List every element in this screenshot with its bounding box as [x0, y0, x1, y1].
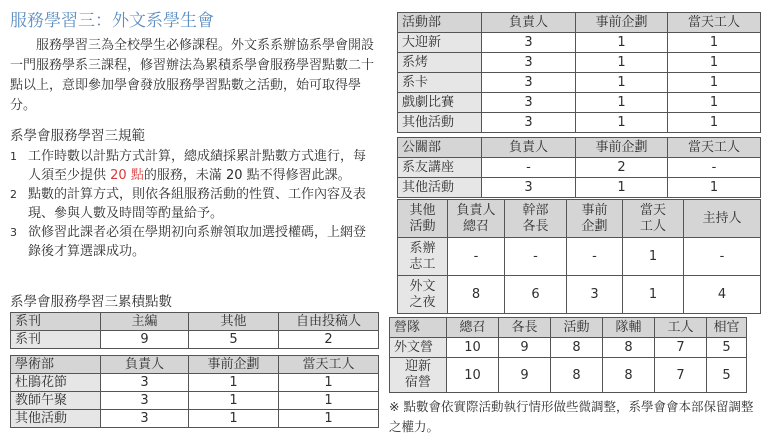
table-header-cell: 活動部: [398, 13, 482, 33]
rule-number: 2: [10, 188, 17, 201]
table-header-cell: 負責人: [482, 13, 576, 33]
table-row: [398, 113, 761, 133]
table-cell: 3: [482, 178, 576, 198]
table-cell: 系烤: [398, 53, 482, 73]
table-row: [398, 53, 761, 73]
table-header-cell: 隊輔: [603, 318, 655, 338]
table-cell: 1: [189, 392, 279, 410]
table-cell: 7: [655, 338, 707, 358]
table-cell: 1: [623, 276, 684, 314]
intro-text: 服務學習三為全校學生必修課程。外文系系辦協系學會開設一門服務學系三課程，修習辦法為累積系學會服務學習點數二十點以上，意即參加學會發放服務學習點數之活動，始可取得學分。: [10, 38, 375, 113]
table-cell: 1: [576, 73, 668, 93]
table-header-cell: 相官: [707, 318, 747, 338]
intro-paragraph: [10, 36, 376, 116]
table-header-cell: 活動: [551, 318, 603, 338]
table-cell: 9: [101, 331, 189, 349]
table-cell: 1: [576, 113, 668, 133]
table-cell: 其他活動: [398, 113, 482, 133]
table-cell: 2: [279, 331, 379, 349]
table-cell: 其他活動: [11, 410, 101, 428]
table-cell: 5: [707, 338, 747, 358]
table-header-cell: 當天工人: [668, 138, 761, 158]
rules-list: [10, 147, 378, 261]
table-cell: 10: [447, 338, 499, 358]
table-cell: 1: [668, 33, 761, 53]
table-cell: 8: [603, 358, 655, 393]
table-cell: 系卡: [398, 73, 482, 93]
table-academic: [10, 355, 379, 428]
table-cell: 9: [499, 358, 551, 393]
rule-number: 3: [10, 226, 17, 239]
table-cell: 1: [576, 178, 668, 198]
table-cell: 1: [668, 73, 761, 93]
table-cell: 教師午聚: [11, 392, 101, 410]
table-row: [398, 33, 761, 53]
table-header-cell: 事前 企劃: [567, 200, 623, 238]
table-row: [398, 73, 761, 93]
footnote: ※ 點數會依實際活動執行情形做些微調整，系學會會本部保留調整之權力。: [389, 399, 754, 434]
table-cell: 杜鵑花節: [11, 374, 101, 392]
table-cell: 1: [668, 93, 761, 113]
table-cell: 3: [482, 53, 576, 73]
table-kan: [10, 312, 379, 349]
accumulation-heading: 系學會服務學習三累積點數: [10, 294, 172, 310]
table-header-cell: 事前企劃: [189, 356, 279, 374]
table-header-cell: 自由投稿人: [279, 313, 379, 331]
table-cell: 5: [189, 331, 279, 349]
table-activity: [397, 12, 761, 133]
table-header-cell: 主持人: [684, 200, 761, 238]
table-cell: 戲劇比賽: [398, 93, 482, 113]
rule-item: [10, 185, 378, 223]
table-header-cell: 幹部 各長: [505, 200, 567, 238]
rule-highlight: 20 點: [110, 168, 144, 183]
table-other: [397, 199, 761, 314]
table-header-cell: 負責人: [482, 138, 576, 158]
table-cell: 9: [499, 338, 551, 358]
table-cell: 大迎新: [398, 33, 482, 53]
table-cell: 3: [101, 392, 189, 410]
rule-text: 欲修習此課者必須在學期初向系辦領取加選授權碼，上網登錄後才算選課成功。: [28, 225, 367, 259]
table-header-row: [398, 13, 761, 33]
table-cell: 3: [101, 410, 189, 428]
table-cell: 1: [279, 392, 379, 410]
table-cell: 1: [668, 53, 761, 73]
rule-text: 點數的計算方式，則依各組服務活動的性質、工作內容及表現、參與人數及時間等酌量給予。: [28, 187, 367, 221]
table-header-cell: 其他: [189, 313, 279, 331]
table-header-cell: 總召: [447, 318, 499, 338]
table-header-row: [11, 313, 379, 331]
table-cell: 2: [576, 158, 668, 178]
table-cell: 1: [668, 178, 761, 198]
rules-heading: 系學會服務學習三規範: [10, 128, 145, 144]
table-cell: 8: [551, 358, 603, 393]
table-row: [398, 238, 761, 276]
table-cell: 3: [482, 113, 576, 133]
table-header-cell: 當天工人: [279, 356, 379, 374]
rule-text: 的服務，未滿 20 點不得修習此課。: [143, 168, 351, 183]
table-row: [398, 178, 761, 198]
table-header-row: [398, 138, 761, 158]
table-cell: 1: [576, 33, 668, 53]
table-header-row: [390, 318, 747, 338]
table-header-cell: 營隊: [390, 318, 447, 338]
table-row: [398, 158, 761, 178]
table-header-cell: 負責人 總召: [448, 200, 505, 238]
table-cell: 其他活動: [398, 178, 482, 198]
table-cell: 1: [576, 53, 668, 73]
table-cell: -: [505, 238, 567, 276]
table-header-cell: 公關部: [398, 138, 482, 158]
table-row: [398, 93, 761, 113]
table-cell: 1: [279, 410, 379, 428]
table-cell: 8: [551, 338, 603, 358]
table-header-cell: 事前企劃: [576, 138, 668, 158]
table-cell: -: [684, 238, 761, 276]
rule-number: 1: [10, 150, 17, 163]
table-camp: [389, 317, 747, 393]
table-row: [390, 338, 747, 358]
table-header-row: [11, 356, 379, 374]
table-cell: -: [448, 238, 505, 276]
table-cell: 系友講座: [398, 158, 482, 178]
table-header-cell: 主編: [101, 313, 189, 331]
table-cell: 1: [189, 410, 279, 428]
table-cell: 8: [448, 276, 505, 314]
table-header-cell: 學術部: [11, 356, 101, 374]
rule-item: [10, 223, 378, 261]
table-cell: 7: [655, 358, 707, 393]
table-cell: 1: [279, 374, 379, 392]
table-cell: -: [668, 158, 761, 178]
table-cell: 1: [189, 374, 279, 392]
table-cell: 3: [482, 33, 576, 53]
table-cell: 系刊: [11, 331, 101, 349]
table-cell: 3: [567, 276, 623, 314]
table-cell: 1: [576, 93, 668, 113]
page-title: 服務學習三：外文系學生會: [10, 11, 214, 31]
table-header-cell: 其他 活動: [398, 200, 448, 238]
table-cell: 4: [684, 276, 761, 314]
table-cell: 8: [603, 338, 655, 358]
table-header-cell: 事前企劃: [576, 13, 668, 33]
table-header-cell: 各長: [499, 318, 551, 338]
table-row: [11, 410, 379, 428]
table-cell: 3: [482, 93, 576, 113]
table-header-cell: 當天工人: [668, 13, 761, 33]
table-row: [11, 392, 379, 410]
table-cell: -: [567, 238, 623, 276]
rule-item: [10, 147, 378, 185]
table-cell: 10: [447, 358, 499, 393]
table-cell: 系辦 志工: [398, 238, 448, 276]
table-cell: 3: [482, 73, 576, 93]
table-cell: 3: [101, 374, 189, 392]
rule-text: 工作時數以計點方式計算，總成績採累計點數方式進行，每人須至少提供: [28, 149, 367, 183]
table-cell: 6: [505, 276, 567, 314]
table-cell: 5: [707, 358, 747, 393]
table-pr: [397, 137, 761, 198]
table-header-cell: 工人: [655, 318, 707, 338]
table-header-row: [398, 200, 761, 238]
table-cell: 1: [623, 238, 684, 276]
table-header-cell: 當天 工人: [623, 200, 684, 238]
table-row: [11, 331, 379, 349]
table-header-cell: 負責人: [101, 356, 189, 374]
table-cell: 外文營: [390, 338, 447, 358]
table-row: [11, 374, 379, 392]
table-cell: -: [482, 158, 576, 178]
table-cell: 1: [668, 113, 761, 133]
table-row: [390, 358, 747, 393]
table-cell: 迎新 宿營: [390, 358, 447, 393]
table-header-cell: 系刊: [11, 313, 101, 331]
table-row: [398, 276, 761, 314]
table-cell: 外文 之夜: [398, 276, 448, 314]
